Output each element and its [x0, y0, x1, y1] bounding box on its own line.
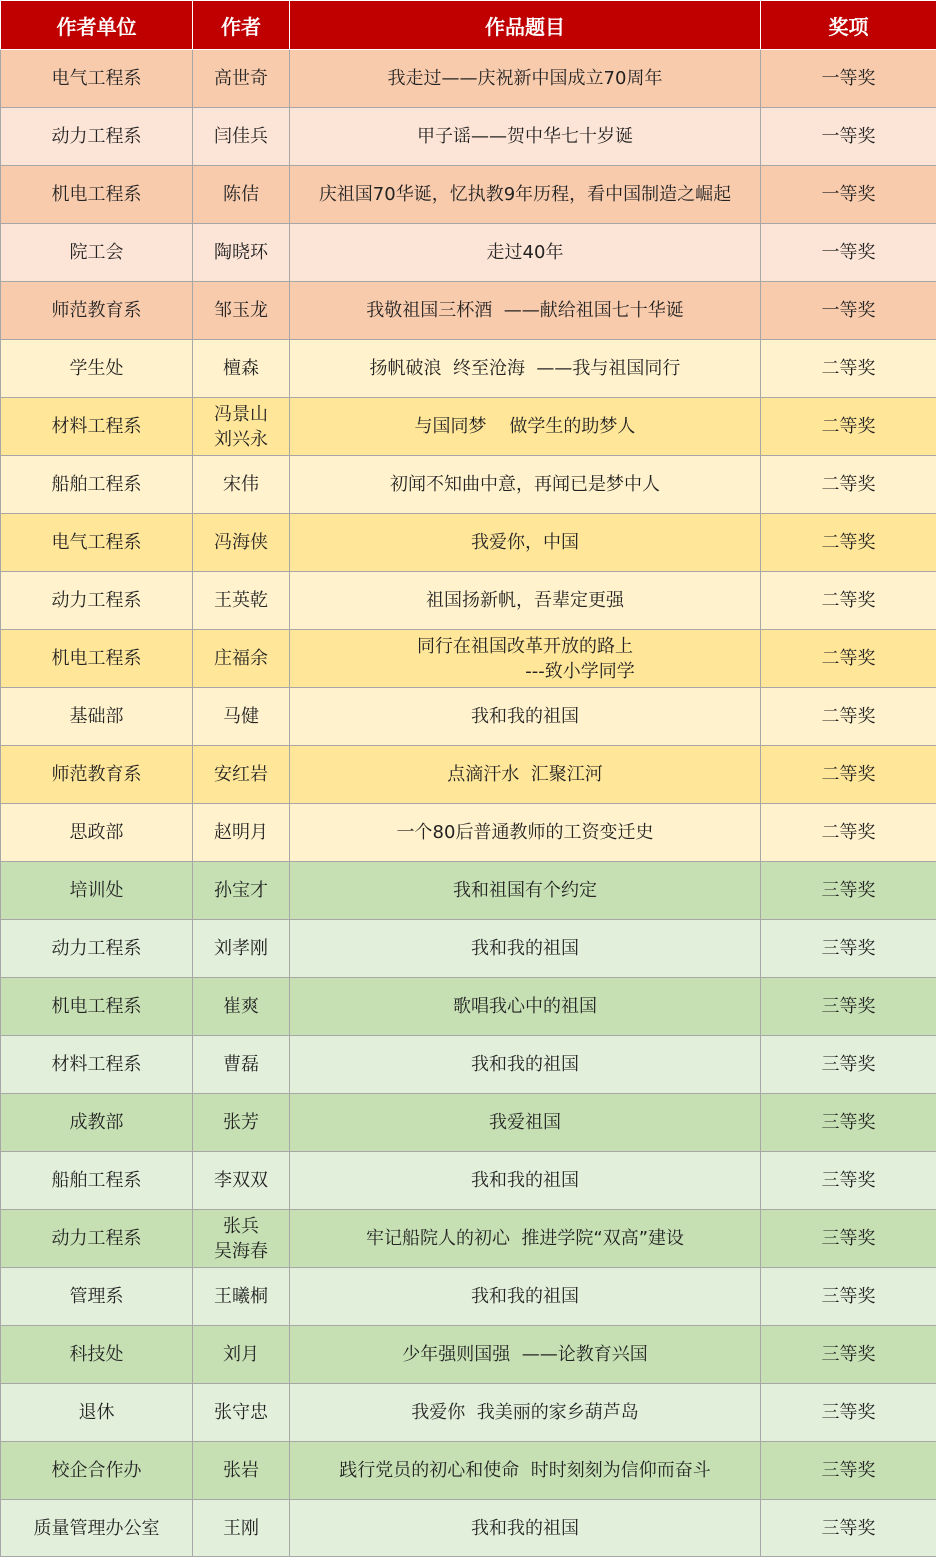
unit-cell: 院工会 [1, 224, 193, 282]
author-name: 刘孝刚 [214, 938, 268, 959]
unit-cell: 动力工程系 [1, 1210, 193, 1268]
author-name: 曹磊 [223, 1054, 259, 1075]
award-cell: 三等奖 [761, 1326, 936, 1384]
title-line: 同行在祖国改革开放的路上 [417, 635, 633, 657]
table-row [1, 572, 936, 630]
title-cell [290, 978, 761, 1036]
title-cell [290, 1326, 761, 1384]
unit-cell: 培训处 [1, 862, 193, 920]
title-line: 我爱祖国 [489, 1112, 561, 1133]
title-line: 我和我的祖国 [471, 1054, 579, 1075]
title-cell [290, 1210, 761, 1268]
title-line: 走过40年 [486, 242, 564, 263]
title-line: 少年强则国强 ——论教育兴国 [402, 1344, 648, 1365]
unit-cell: 机电工程系 [1, 166, 193, 224]
unit-cell: 基础部 [1, 688, 193, 746]
table-row [1, 1094, 936, 1152]
table-row [1, 746, 936, 804]
author-name: 冯景山 [214, 403, 268, 425]
author-cell [193, 1268, 290, 1326]
title-line: 初闻不知曲中意，再闻已是梦中人 [390, 474, 660, 495]
unit-cell: 电气工程系 [1, 50, 193, 108]
table-row [1, 340, 936, 398]
title-cell [290, 340, 761, 398]
table-row [1, 108, 936, 166]
author-name: 邹玉龙 [214, 300, 268, 321]
title-cell [290, 398, 761, 456]
author-name: 马健 [223, 706, 259, 727]
table-row [1, 1268, 936, 1326]
unit-cell: 材料工程系 [1, 1036, 193, 1094]
title-cell [290, 746, 761, 804]
author-name: 张守忠 [214, 1402, 268, 1423]
title-line: 祖国扬新帆，吾辈定更强 [426, 590, 624, 611]
title-line: 我走过——庆祝新中国成立70周年 [387, 68, 663, 89]
header-unit: 作者单位 [1, 1, 193, 50]
award-cell: 三等奖 [761, 1500, 936, 1557]
author-name: 檀森 [223, 358, 259, 379]
title-cell [290, 1036, 761, 1094]
unit-cell: 材料工程系 [1, 398, 193, 456]
title-cell [290, 862, 761, 920]
author-cell [193, 1500, 290, 1557]
author-name: 闫佳兵 [214, 126, 268, 147]
author-cell [193, 1152, 290, 1210]
title-cell [290, 920, 761, 978]
table-row [1, 1442, 936, 1500]
title-line: 我和祖国有个约定 [453, 880, 597, 901]
award-cell: 三等奖 [761, 1152, 936, 1210]
award-cell: 二等奖 [761, 804, 936, 862]
award-cell: 三等奖 [761, 1210, 936, 1268]
unit-cell: 师范教育系 [1, 282, 193, 340]
unit-cell: 机电工程系 [1, 630, 193, 688]
author-name: 孙宝才 [214, 880, 268, 901]
author-cell [193, 340, 290, 398]
author-cell [193, 1384, 290, 1442]
author-cell [193, 572, 290, 630]
title-cell [290, 282, 761, 340]
title-cell [290, 1268, 761, 1326]
author-name: 刘月 [223, 1344, 259, 1365]
author-name: 刘兴永 [214, 428, 268, 450]
title-cell [290, 514, 761, 572]
author-name: 王曦桐 [214, 1286, 268, 1307]
author-cell [193, 50, 290, 108]
author-cell [193, 456, 290, 514]
author-name: 李双双 [214, 1170, 268, 1191]
author-name: 崔爽 [223, 996, 259, 1017]
header-author: 作者 [193, 1, 290, 50]
table-row [1, 1036, 936, 1094]
award-cell: 一等奖 [761, 50, 936, 108]
award-cell: 二等奖 [761, 688, 936, 746]
table-row [1, 282, 936, 340]
title-line: 我和我的祖国 [471, 1170, 579, 1191]
table-row [1, 920, 936, 978]
table-row [1, 398, 936, 456]
title-line: 甲子谣——贺中华七十岁诞 [417, 126, 633, 147]
award-cell: 三等奖 [761, 1094, 936, 1152]
unit-cell: 学生处 [1, 340, 193, 398]
author-name: 宋伟 [223, 474, 259, 495]
title-line: 扬帆破浪 终至沧海 ——我与祖国同行 [369, 358, 681, 379]
author-cell [193, 108, 290, 166]
title-line: 庆祖国70华诞，忆执教9年历程，看中国制造之崛起 [318, 184, 732, 205]
author-name: 庄福余 [214, 648, 268, 669]
title-cell [290, 688, 761, 746]
award-cell: 一等奖 [761, 166, 936, 224]
title-cell [290, 108, 761, 166]
table-row [1, 804, 936, 862]
author-cell [193, 1036, 290, 1094]
table-row [1, 456, 936, 514]
author-name: 陈佶 [223, 184, 259, 205]
unit-cell: 成教部 [1, 1094, 193, 1152]
title-cell [290, 224, 761, 282]
title-line: 一个80后普通教师的工资变迁史 [396, 822, 654, 843]
title-line: 践行党员的初心和使命 时时刻刻为信仰而奋斗 [339, 1460, 711, 1481]
author-cell [193, 1442, 290, 1500]
award-cell: 三等奖 [761, 978, 936, 1036]
unit-cell: 动力工程系 [1, 920, 193, 978]
award-cell: 二等奖 [761, 630, 936, 688]
author-cell [193, 1210, 290, 1268]
unit-cell: 师范教育系 [1, 746, 193, 804]
author-cell [193, 862, 290, 920]
table-row [1, 1326, 936, 1384]
table-row [1, 1384, 936, 1442]
unit-cell: 质量管理办公室 [1, 1500, 193, 1557]
title-line: 我和我的祖国 [471, 938, 579, 959]
title-line: 我和我的祖国 [471, 1286, 579, 1307]
author-cell [193, 804, 290, 862]
unit-cell: 退休 [1, 1384, 193, 1442]
table-row [1, 862, 936, 920]
unit-cell: 科技处 [1, 1326, 193, 1384]
title-line: 我爱你 我美丽的家乡葫芦岛 [411, 1402, 639, 1423]
header-title: 作品题目 [290, 1, 761, 50]
author-name: 冯海侠 [214, 532, 268, 553]
title-line: 点滴汗水 汇聚江河 [447, 764, 603, 785]
title-line: 我爱你，中国 [471, 532, 579, 553]
award-cell: 三等奖 [761, 1036, 936, 1094]
title-cell [290, 1094, 761, 1152]
unit-cell: 电气工程系 [1, 514, 193, 572]
title-line: 我和我的祖国 [471, 1517, 579, 1539]
author-cell [193, 746, 290, 804]
title-cell [290, 50, 761, 108]
author-name: 张芳 [223, 1112, 259, 1133]
award-cell: 三等奖 [761, 1442, 936, 1500]
author-cell [193, 398, 290, 456]
title-line: 与国同梦 做学生的助梦人 [414, 416, 636, 437]
author-name: 王刚 [223, 1517, 259, 1539]
author-cell [193, 1094, 290, 1152]
author-name: 张兵 [223, 1215, 259, 1237]
author-name: 安红岩 [214, 764, 268, 785]
title-cell [290, 1500, 761, 1557]
table-row [1, 978, 936, 1036]
unit-cell: 动力工程系 [1, 572, 193, 630]
table-body [1, 50, 936, 1557]
unit-cell: 船舶工程系 [1, 456, 193, 514]
title-line: 牢记船院人的初心 推进学院“双高”建设 [365, 1228, 685, 1249]
title-cell [290, 572, 761, 630]
table-row [1, 688, 936, 746]
unit-cell: 船舶工程系 [1, 1152, 193, 1210]
award-cell: 二等奖 [761, 398, 936, 456]
award-cell: 二等奖 [761, 340, 936, 398]
author-cell [193, 688, 290, 746]
award-cell: 三等奖 [761, 1384, 936, 1442]
table-row [1, 1500, 936, 1557]
unit-cell: 校企合作办 [1, 1442, 193, 1500]
title-cell [290, 166, 761, 224]
author-cell [193, 630, 290, 688]
table-row [1, 1210, 936, 1268]
author-cell [193, 514, 290, 572]
award-cell: 二等奖 [761, 572, 936, 630]
title-cell [290, 630, 761, 688]
unit-cell: 思政部 [1, 804, 193, 862]
author-cell [193, 166, 290, 224]
award-cell: 三等奖 [761, 1268, 936, 1326]
unit-cell: 机电工程系 [1, 978, 193, 1036]
table-row [1, 224, 936, 282]
unit-cell: 动力工程系 [1, 108, 193, 166]
author-cell [193, 282, 290, 340]
award-cell: 一等奖 [761, 108, 936, 166]
author-name: 王英乾 [214, 590, 268, 611]
header-award: 奖项 [761, 1, 936, 50]
author-name: 高世奇 [214, 68, 268, 89]
award-cell: 一等奖 [761, 282, 936, 340]
award-cell: 二等奖 [761, 514, 936, 572]
author-name: 陶晓环 [214, 242, 268, 263]
author-name: 吴海春 [214, 1240, 268, 1262]
table-row [1, 1152, 936, 1210]
unit-cell: 管理系 [1, 1268, 193, 1326]
title-line: 我和我的祖国 [471, 706, 579, 727]
title-cell [290, 1442, 761, 1500]
author-cell [193, 224, 290, 282]
author-name: 赵明月 [214, 822, 268, 843]
author-cell [193, 920, 290, 978]
award-cell: 三等奖 [761, 862, 936, 920]
title-line: 我敬祖国三杯酒 ——献给祖国七十华诞 [366, 300, 684, 321]
award-cell: 三等奖 [761, 920, 936, 978]
author-cell [193, 1326, 290, 1384]
author-name: 张岩 [223, 1460, 259, 1481]
table-row [1, 630, 936, 688]
table-row [1, 514, 936, 572]
title-cell [290, 1152, 761, 1210]
title-cell [290, 456, 761, 514]
title-line: ---致小学同学 [525, 660, 635, 682]
table-row [1, 166, 936, 224]
award-cell: 二等奖 [761, 456, 936, 514]
title-cell [290, 1384, 761, 1442]
award-cell: 二等奖 [761, 746, 936, 804]
author-cell [193, 978, 290, 1036]
award-cell: 一等奖 [761, 224, 936, 282]
title-line: 歌唱我心中的祖国 [453, 996, 597, 1017]
title-cell [290, 804, 761, 862]
header-row [1, 1, 936, 50]
table-row [1, 50, 936, 108]
